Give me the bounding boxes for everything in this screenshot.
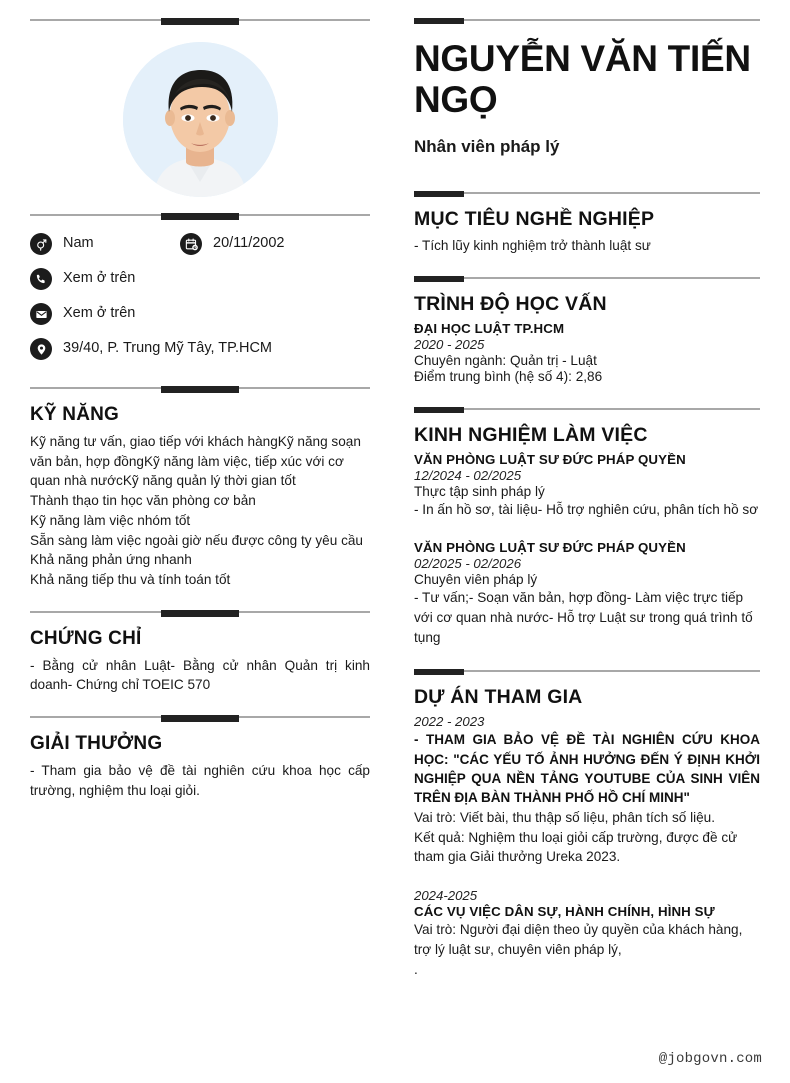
phone-icon (30, 268, 52, 290)
section-certificates (30, 610, 370, 695)
contact-row (30, 338, 370, 360)
section-education (414, 276, 760, 384)
experience-title: KINH NGHIỆM LÀM VIỆC (414, 423, 648, 446)
project-name: CÁC VỤ VIỆC DÂN SỰ, HÀNH CHÍNH, HÌNH SỰ (414, 904, 715, 920)
divider-nub (414, 407, 464, 413)
phone-value: Xem ở trên (63, 270, 136, 287)
certificates-body: - Bằng cử nhân Luật- Bằng cử nhân Quản trị kinh doanh- Chứng chỉ TOEIC 570 (30, 657, 370, 693)
section-awards (30, 715, 370, 800)
awards-body: - Tham gia bảo vệ đề tài nghiên cứu khoa học cấp trường, nghiệm thu loại giỏi. (30, 763, 370, 798)
project-date: 2024-2025 (414, 888, 478, 904)
education-gpa: Điểm trung bình (hệ số 4): 2,86 (414, 368, 603, 384)
divider-certificates (30, 610, 370, 614)
contact-email (30, 303, 180, 325)
profile-photo (123, 42, 278, 197)
divider-contact (30, 213, 370, 217)
divider-rule (414, 192, 760, 194)
objective-body: - Tích lũy kinh nghiệm trở thành luật sư (414, 237, 651, 253)
awards-title: GIẢI THƯỞNG (30, 733, 163, 755)
contact-row (30, 303, 370, 325)
education-major: Chuyên ngành: Quản trị - Luật (414, 352, 597, 368)
section-experience (414, 407, 760, 648)
divider-awards (30, 715, 370, 719)
project-role: Vai trò: Người đại diện theo ủy quyền của khách hàng, trợ lý luật sư, chuyên viên pháp lý, (414, 922, 743, 957)
divider-nub (161, 18, 239, 25)
divider-projects (414, 669, 760, 673)
divider-rule (414, 408, 760, 410)
job-title: Nhân viên pháp lý (414, 136, 560, 156)
section-projects (414, 669, 760, 979)
skill-line: Khả năng phản ứng nhanh (30, 552, 192, 568)
contact-birthday (180, 233, 285, 255)
gender-icon (30, 233, 52, 255)
contact-row (30, 268, 370, 290)
divider-objective (414, 191, 760, 195)
project-entry (414, 888, 760, 979)
skill-line: Kỹ năng tư vấn, giao tiếp với khách hàngKỹ năng soạn văn bản, hợp đồngKỹ năng làm việc, tiếp xúc với cơ quan nhà nướcKỹ năng quản lý thời gian tốt (30, 434, 361, 489)
divider-nub (161, 610, 239, 617)
left-column (30, 18, 370, 1083)
spacer (414, 647, 760, 669)
project-name: - THAM GIA BẢO VỆ ĐỀ TÀI NGHIÊN CỨU KHOA HỌC: "CÁC YẾU TỐ ẢNH HƯỞNG ĐẾN Ý ĐỊNH KHỞI NGHIỆP QUA NỀN TẢNG YOUTUBE CỦA SINH VIÊN TRÊN ĐỊA BÀN THÀNH PHỐ HỒ CHÍ MINH" (414, 732, 760, 805)
calendar-icon (180, 233, 202, 255)
project-role: Vai trò: Viết bài, thu thập số liệu, phân tích số liệu. (414, 810, 716, 826)
experience-desc: - In ấn hồ sơ, tài liệu- Hỗ trợ nghiên cứu, phân tích hồ sơ (414, 501, 759, 517)
header-spacer (414, 157, 760, 191)
education-title: TRÌNH ĐỘ HỌC VẤN (414, 292, 607, 315)
divider-rule (414, 277, 760, 279)
projects-title: DỰ ÁN THAM GIA (414, 686, 583, 709)
spacer (414, 385, 760, 407)
section-objective (414, 191, 760, 256)
education-date: 2020 - 2025 (414, 336, 485, 352)
experience-entry (414, 452, 760, 520)
contact-gender (30, 233, 180, 255)
education-entry (414, 321, 760, 384)
divider-nub (414, 191, 464, 197)
contact-row (30, 233, 370, 255)
contact-block (30, 219, 370, 366)
divider-skills (30, 386, 370, 390)
skill-line: Kỹ năng làm việc nhóm tốt (30, 512, 191, 528)
divider-nub (161, 715, 239, 722)
experience-entry (414, 540, 760, 647)
divider-rule (414, 670, 760, 672)
right-column (414, 18, 760, 1083)
address-value: 39/40, P. Trung Mỹ Tây, TP.HCM (63, 340, 273, 357)
spacer (414, 877, 760, 888)
education-school: ĐẠI HỌC LUẬT TP.HCM (414, 320, 565, 336)
skill-line: Khả năng tiếp thu và tính toán tốt (30, 571, 231, 587)
divider-nub (161, 213, 239, 220)
section-skills (30, 386, 370, 590)
project-result: Kết quả: Nghiệm thu loại giỏi cấp trường, được đề cử tham gia Giải thưởng Ureka 2023. (414, 829, 738, 865)
certificates-title: CHỨNG CHỈ (30, 627, 142, 649)
project-result: . (414, 961, 418, 977)
experience-date: 12/2024 - 02/2025 (414, 467, 522, 483)
project-entry (414, 714, 760, 867)
spacer (414, 256, 760, 276)
birthday-value: 20/11/2002 (213, 235, 285, 252)
experience-org: VĂN PHÒNG LUẬT SƯ ĐỨC PHÁP QUYỀN (414, 540, 686, 556)
experience-date: 02/2025 - 02/2026 (414, 556, 522, 572)
experience-desc: - Tư vấn;- Soạn văn bản, hợp đồng- Làm việc trực tiếp với cơ quan nhà nước- Hỗ trợ Luật sư trong quá trình tố tụng (414, 590, 753, 645)
email-value: Xem ở trên (63, 305, 136, 322)
divider-experience (414, 407, 760, 411)
divider-nub (414, 669, 464, 675)
photo-block (30, 24, 370, 213)
skills-title: KỸ NĂNG (30, 404, 120, 425)
skill-line: Thành thạo tin học văn phòng cơ bản (30, 493, 256, 509)
divider-nub (161, 386, 239, 393)
divider-rule (414, 19, 760, 21)
gender-value: Nam (63, 235, 94, 252)
location-icon (30, 338, 52, 360)
divider-education (414, 276, 760, 280)
objective-title: MỤC TIÊU NGHỀ NGHIỆP (414, 207, 655, 230)
divider-nub (414, 276, 464, 282)
contact-address (30, 338, 272, 360)
spacer (414, 529, 760, 540)
divider-top-left (30, 18, 370, 22)
divider-nub (414, 18, 464, 24)
skill-line: Sẵn sàng làm việc ngoài giờ nếu được công ty yêu cầu (30, 532, 363, 548)
experience-org: VĂN PHÒNG LUẬT SƯ ĐỨC PHÁP QUYỀN (414, 451, 686, 467)
divider-top-right (414, 18, 760, 22)
page-title: NGUYỄN VĂN TIẾN NGỌ (414, 38, 751, 121)
experience-role: Thực tập sinh pháp lý (414, 483, 545, 499)
email-icon (30, 303, 52, 325)
contact-phone (30, 268, 180, 290)
watermark: @jobgovn.com (658, 1051, 762, 1067)
experience-role: Chuyên viên pháp lý (414, 572, 538, 588)
skills-body (30, 432, 370, 590)
project-date: 2022 - 2023 (414, 714, 485, 730)
